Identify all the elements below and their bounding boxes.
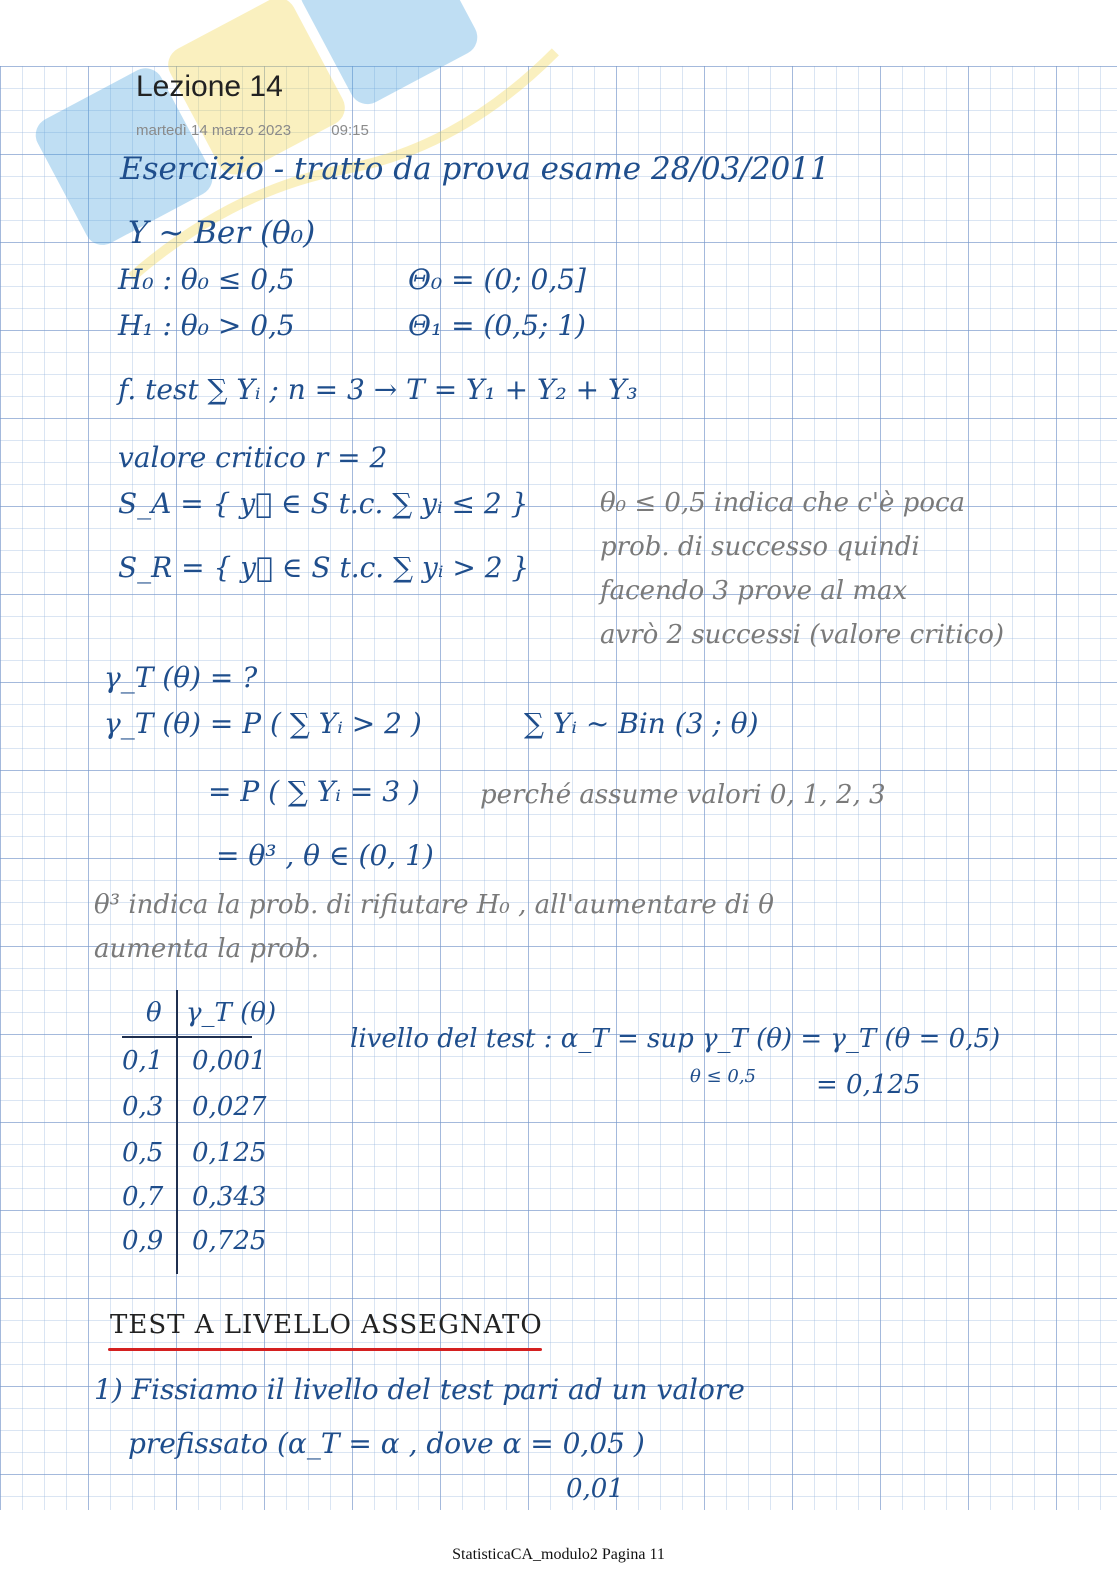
power-line-3: = θ³ , θ ∈ (0, 1) [216, 839, 434, 872]
side-note-line-3: facendo 3 prove al max [600, 576, 908, 606]
power-question: γ_T (θ) = ? [104, 661, 258, 694]
interpretation-line-1: θ³ indica la prob. di rifiutare H₀ , all'aumentare di θ [94, 890, 774, 920]
table-header-theta: θ [146, 998, 162, 1028]
test-level-subscript: θ ≤ 0,5 [690, 1066, 756, 1087]
step-1-line-1: 1) Fissiamo il livello del test pari ad un valore [94, 1373, 745, 1406]
rejection-region: S_R = { y⃗ ∈ S t.c. ∑ yᵢ > 2 } [118, 551, 530, 584]
table-cell-gamma: 0,125 [192, 1138, 267, 1168]
step-1-line-2: prefissato (α_T = α , dove α = 0,05 ) [128, 1427, 645, 1460]
table-cell-theta: 0,5 [122, 1138, 164, 1168]
test-level-result: = 0,125 [816, 1070, 921, 1100]
model-line: Y ~ Ber (θ₀) [128, 215, 316, 251]
page-title: Lezione 14 [136, 70, 283, 103]
table-cell-theta: 0,3 [122, 1092, 164, 1122]
critical-value: valore critico r = 2 [118, 441, 388, 474]
table-header-gamma: γ_T (θ) [186, 998, 277, 1028]
section-heading: TEST A LIVELLO ASSEGNATO [110, 1310, 543, 1340]
power-line-2: = P ( ∑ Yᵢ = 3 ) [208, 775, 420, 808]
table-cell-gamma: 0,725 [192, 1226, 267, 1256]
interpretation-line-2: aumenta la prob. [94, 934, 319, 964]
table-cell-theta: 0,7 [122, 1182, 164, 1212]
table-cell-theta: 0,1 [122, 1046, 164, 1076]
section-heading-underline [108, 1348, 542, 1351]
side-note-line-1: θ₀ ≤ 0,5 indica che c'è poca [600, 488, 966, 518]
side-note-line-4: avrò 2 successi (valore critico) [600, 620, 1005, 650]
side-note-line-2: prob. di successo quindi [600, 532, 920, 562]
table-cell-gamma: 0,001 [192, 1046, 267, 1076]
page-time: 09:15 [331, 122, 369, 139]
binomial-note: ∑ Yᵢ ~ Bin (3 ; θ) [524, 707, 759, 740]
page-date: martedì 14 marzo 2023 [136, 122, 292, 139]
page-footer: StatisticaCA_modulo2 Pagina 11 [452, 1546, 665, 1563]
hypothesis-h1: H₁ : θ₀ > 0,5 [118, 309, 295, 342]
test-function: f. test ∑ Yᵢ ; n = 3 → T = Y₁ + Y₂ + Y₃ [118, 373, 638, 406]
table-cell-gamma: 0,343 [192, 1182, 267, 1212]
acceptance-region: S_A = { y⃗ ∈ S t.c. ∑ yᵢ ≤ 2 } [118, 487, 529, 520]
step-1-alt-alpha: 0,01 [566, 1474, 624, 1504]
page-datetime [136, 122, 369, 139]
table-header-rule [122, 1036, 252, 1038]
test-level-line: livello del test : α_T = sup γ_T (θ) = γ_T (θ = 0,5) [350, 1024, 1001, 1054]
exercise-heading: Esercizio - tratto da prova esame 28/03/2011 [120, 151, 830, 187]
table-cell-theta: 0,9 [122, 1226, 164, 1256]
table-cell-gamma: 0,027 [192, 1092, 267, 1122]
theta0-set: Θ₀ = (0; 0,5] [408, 263, 586, 296]
values-note: perché assume valori 0, 1, 2, 3 [480, 780, 886, 810]
table-vertical-rule [176, 990, 178, 1274]
power-line-1: γ_T (θ) = P ( ∑ Yᵢ > 2 ) [104, 707, 422, 740]
hypothesis-h0: H₀ : θ₀ ≤ 0,5 [118, 263, 295, 296]
theta1-set: Θ₁ = (0,5; 1) [408, 309, 586, 342]
